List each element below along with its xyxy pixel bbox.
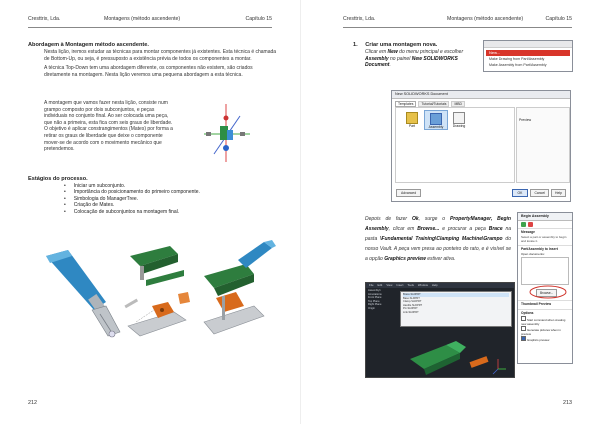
menu-file[interactable]: File	[369, 283, 374, 287]
text-run: Graphics preview	[384, 256, 426, 262]
ok-button[interactable]: OK	[512, 189, 529, 197]
pm-action-buttons	[518, 221, 572, 228]
text-run: \Fundamental Training\Clamping Machine\Grampo	[380, 236, 503, 242]
text-run: do nosso Vault. A peça vem presa ao ponteiro do rato, e é visível se a opção	[365, 236, 511, 262]
menu-item-new[interactable]: New...	[486, 50, 570, 56]
page-header-left	[28, 16, 272, 26]
file-item[interactable]: Brace.SLDPRT	[403, 293, 509, 297]
tree-item[interactable]: Origin	[368, 306, 375, 310]
list-item: • Importância do posicionamento do primeiro componente.	[64, 189, 278, 195]
right-page	[300, 0, 600, 424]
feature-tree	[368, 289, 394, 311]
tree-item[interactable]: Annotations	[368, 292, 382, 296]
text-run: New SOLIDWORKS Document	[365, 55, 458, 69]
step-2-text	[365, 214, 511, 264]
software-menubar	[366, 283, 514, 288]
tab-mbd[interactable]: MBD	[451, 101, 465, 107]
new-document-dialog	[391, 90, 571, 202]
step-1-heading	[353, 42, 483, 48]
paragraph-top-down: A técnica Top-Down tem uma abordagem diferente, os componentes não existem, são criados diretamente na montagem. Nesta lição veremos uma pequena abordagem a esta técnica.	[44, 65, 253, 78]
template-assembly[interactable]	[424, 110, 448, 130]
menu-window[interactable]: Window	[417, 283, 428, 287]
list-item: • Simbologia do ManagerTree.	[64, 196, 278, 202]
text-run: Brace	[488, 226, 503, 232]
pm-option-graphics-preview[interactable]	[518, 336, 572, 342]
software-screenshot	[365, 282, 515, 378]
assembly-icon	[430, 113, 442, 125]
header-company: Cresttrix, Lda.	[28, 16, 61, 22]
page-number-right: 213	[563, 400, 572, 406]
file-item[interactable]: Link.SLDPRT	[403, 310, 419, 314]
text-run: e procurar a peça	[439, 226, 489, 232]
pm-title: Begin Assembly	[518, 213, 572, 221]
triad-y	[493, 369, 498, 374]
section-stages	[28, 176, 278, 215]
pm-open-docs-label: Open documents:	[521, 252, 545, 256]
text-run: Ok	[411, 216, 419, 222]
text-run: Browse...	[417, 226, 440, 232]
pm-section-thumbnail[interactable]: Thumbnail Preview	[518, 300, 572, 307]
pm-message-text: Select a part or assembly to begin and locate it.	[521, 235, 567, 243]
header-rule	[28, 27, 272, 28]
text-run: , clicar em	[388, 226, 418, 232]
tree-item[interactable]: Front Plane	[368, 296, 382, 300]
list-item: • Criação de Mates.	[64, 202, 278, 208]
menu-toolbar	[484, 41, 572, 48]
list-item: • Iniciar um subconjunto.	[64, 183, 278, 189]
step-1	[353, 42, 483, 69]
paragraph-bottom-up: Nesta lição, iremos estudar as técnicas para montar componentes já existentes. Esta técnica é chamada de Bottom-Up, ou seja, é pressuposto a existência prévia de todos os componentes a montar.	[44, 49, 277, 62]
option-label: Generate pictures when in preview	[521, 328, 561, 336]
header-rule	[343, 27, 572, 28]
pm-section-insert[interactable]: Part/Assembly to Insert	[518, 245, 572, 252]
header-title: Montagens (método ascendente)	[447, 16, 524, 22]
menu-help[interactable]: Help	[431, 283, 438, 287]
part-icon	[406, 112, 418, 124]
step-1-text	[353, 49, 483, 69]
pm-browse-area	[518, 286, 572, 300]
file-item[interactable]: Handle.SLDPRT	[403, 303, 423, 307]
assembly-triad-image	[196, 96, 258, 170]
tree-item[interactable]: Assembly1	[368, 289, 381, 292]
menu-item-make-drawing[interactable]: Make Drawing from Part/Assembly	[489, 57, 545, 61]
cancel-button[interactable]: Cancel	[530, 189, 549, 197]
text-run: .	[389, 62, 391, 69]
checkbox-icon	[521, 326, 526, 331]
stages-list	[64, 183, 278, 215]
option-label: Graphics preview	[527, 338, 550, 342]
menu-edit[interactable]: Edit	[377, 283, 383, 287]
file-item[interactable]: Clamp.SLDPRT	[403, 300, 422, 304]
template-drawing[interactable]	[450, 112, 468, 128]
template-label: Drawing	[452, 124, 466, 128]
menu-insert[interactable]: Insert	[396, 283, 404, 287]
menu-view[interactable]: View	[386, 283, 393, 287]
text-run: no painel	[388, 55, 412, 62]
tree-item[interactable]: Top Plane	[368, 299, 380, 303]
header-title: Montagens (método ascendente)	[104, 16, 181, 22]
text-run: estiver ativa.	[425, 256, 456, 262]
header-chapter: Capítulo 15	[545, 16, 572, 22]
list-item: • Colocação de subconjuntos na montagem final.	[64, 209, 278, 215]
checkbox-icon	[521, 316, 526, 321]
begin-assembly-property-manager	[517, 212, 573, 364]
pm-cancel-icon[interactable]	[528, 222, 533, 227]
paragraph-clamp: A montagem que vamos fazer nesta lição, consiste num grampo composto por dois subconjuntos, e peças individuais no conjunto final. Ao ser colocada uma peça, que não a primeira, esta fica com seis graus de liberdade. O objetivo é aplicar constrangimentos (Mates) por forma a retirar os graus de liberdade que deixe o componente mover-se de acordo com o movimento mecânico que pretendemos.	[44, 100, 173, 153]
drawing-icon	[453, 112, 465, 124]
template-label: Assembly	[428, 125, 444, 129]
section-heading: Abordagem à Montagem método ascendente.	[28, 42, 149, 48]
text-run: Clicar em	[365, 49, 388, 55]
header-company: Cresttrix, Lda.	[343, 16, 376, 22]
text-run: New	[387, 49, 398, 55]
menu-tools[interactable]: Tools	[407, 283, 414, 287]
help-button[interactable]: Help	[551, 189, 566, 197]
browse-file-dialog	[400, 291, 512, 327]
stages-heading: Estágios do processo.	[28, 176, 88, 182]
text-run: na pasta	[365, 226, 512, 242]
tree-item[interactable]: Right Plane	[368, 303, 382, 307]
file-item[interactable]: Base.SLDPRT	[403, 296, 420, 300]
menu-item-make-assembly[interactable]: Make Assembly from Part/Assembly	[489, 63, 547, 67]
dialog-title: New SOLIDWORKS Document	[392, 91, 570, 99]
browse-button[interactable]: Browse...	[536, 289, 557, 297]
preview-panel	[516, 107, 570, 183]
clamp-assembly-image	[28, 236, 280, 350]
graphics-preview-viewport	[400, 329, 512, 377]
advanced-button[interactable]: Advanced	[396, 189, 421, 197]
pm-option-pictures[interactable]	[518, 326, 572, 336]
header-chapter: Capítulo 15	[245, 16, 272, 22]
text-run: do menu principal e escolher	[397, 49, 464, 55]
preview-label: Preview	[519, 118, 532, 122]
step-title: Criar uma montagem nova.	[365, 42, 438, 48]
pm-section-options[interactable]: Options	[518, 309, 572, 316]
new-menu-screenshot	[483, 40, 573, 72]
dialog-buttons	[512, 189, 566, 197]
page-header-right	[329, 16, 572, 26]
blue-handle-part	[46, 250, 120, 337]
text-run: PropertyManager, Begin Assembly	[365, 216, 511, 232]
text-run: Assembly	[365, 55, 389, 62]
dialog-tabs	[392, 99, 570, 107]
section-approach	[28, 42, 278, 78]
template-label: Part	[408, 124, 416, 128]
page-number-left: 212	[28, 400, 37, 406]
checkbox-icon	[521, 336, 526, 341]
tab-tutorial[interactable]: Tutorial/Tutoriais	[418, 101, 449, 107]
step-number: 1.	[353, 42, 358, 48]
template-part[interactable]	[404, 112, 420, 128]
assembled-clamp	[204, 240, 276, 334]
file-item[interactable]: Pin.SLDPRT	[403, 307, 418, 311]
text-run: , surge o	[418, 216, 450, 222]
tab-templates[interactable]: Templates	[395, 101, 416, 107]
template-list	[395, 107, 515, 183]
pm-option-start[interactable]	[518, 316, 572, 326]
pm-section-message[interactable]: Message	[518, 228, 572, 235]
pm-ok-icon[interactable]	[521, 222, 526, 227]
option-label: Start command when creating new assembly	[521, 318, 566, 326]
highlight-circle-icon	[528, 284, 568, 300]
pm-open-docs-list[interactable]	[521, 257, 569, 285]
text-run: Depois de fazer	[365, 216, 412, 222]
